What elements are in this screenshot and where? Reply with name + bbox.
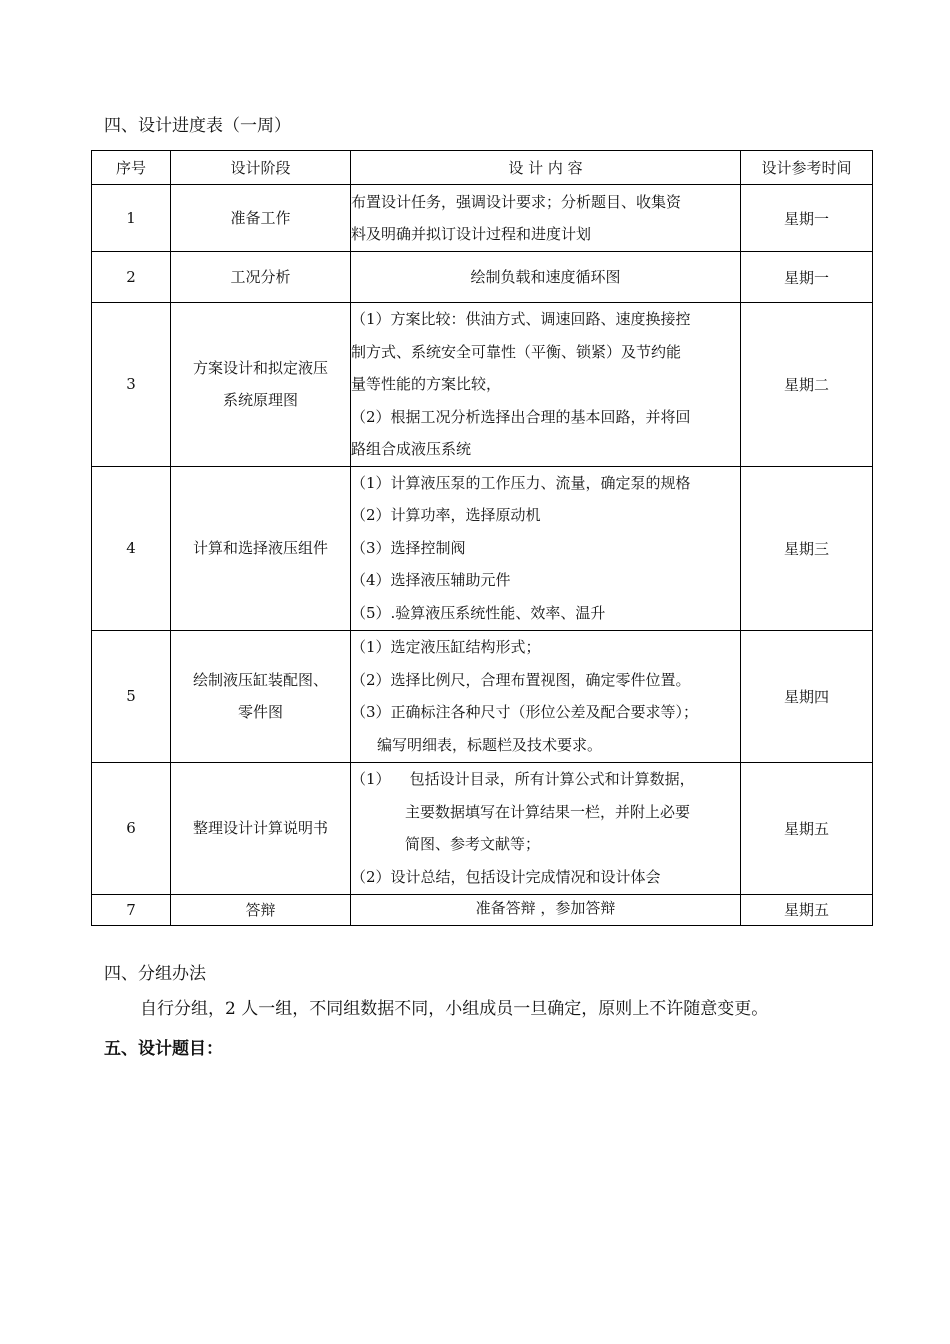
stage-line: 答辩 (245, 901, 276, 919)
row-time: 星期五 (741, 762, 873, 894)
row-stage (171, 466, 351, 630)
header-stage: 设计阶段 (171, 151, 351, 185)
content-line: （2）根据工况分析选择出合理的基本回路，并将回 (351, 407, 691, 426)
row-time: 星期三 (741, 466, 873, 630)
content-line: 主要数据填写在计算结果一栏，并附上必要 (405, 802, 691, 821)
row-num: 3 (92, 303, 171, 467)
header-num: 序号 (92, 151, 171, 185)
content-line: 布置设计任务，强调设计要求；分析题目、收集资 (351, 192, 682, 211)
row-num: 4 (92, 466, 171, 630)
row-num: 6 (92, 762, 171, 894)
content-line: （2）设计总结，包括设计完成情况和设计体会 (351, 867, 661, 886)
table-row (92, 185, 873, 252)
content-line: 路组合成液压系统 (351, 440, 472, 458)
content-line: （3）选择控制阀 (351, 538, 466, 557)
row-time: 星期四 (741, 630, 873, 762)
table-row (92, 630, 873, 762)
stage-line: 整理设计计算说明书 (192, 819, 328, 837)
content-line: （5）.验算液压系统性能、效率、温升 (351, 603, 606, 622)
header-content: 设 计 内 容 (351, 151, 741, 185)
table-header-row (92, 151, 873, 185)
content-line: （1）选定液压缸结构形式； (351, 638, 541, 656)
content-line: 简图、参考文献等； (405, 835, 541, 853)
content-line: （2）选择比例尺，合理布置视图，确定零件位置。 (351, 670, 691, 689)
schedule-section-title: 四、设计进度表（一周） (104, 116, 291, 136)
content-line: 准备答辩 ，参加答辩 (475, 898, 616, 917)
table-row (92, 894, 873, 925)
stage-line: 准备工作 (230, 209, 291, 227)
stage-line: 方案设计和拟定液压 (192, 359, 328, 378)
header-time: 设计参考时间 (741, 151, 873, 185)
table-row (92, 762, 873, 894)
row-stage (171, 252, 351, 303)
row-stage (171, 630, 351, 762)
stage-line: 零件图 (237, 703, 283, 721)
stage-line: 绘制液压缸装配图、 (192, 671, 328, 689)
content-line: 量等性能的方案比较， (351, 375, 502, 393)
schedule-table (91, 150, 873, 926)
stage-line: 系统原理图 (222, 391, 298, 410)
content-line: （2）计算功率，选择原动机 (351, 506, 541, 525)
content-line: （4）选择液压辅助元件 (351, 571, 511, 590)
content-line: （1）方案比较：供油方式、调速回路、速度换接控 (351, 310, 691, 328)
table-row (92, 466, 873, 630)
row-num: 1 (92, 185, 171, 252)
content-line: 料及明确并拟订设计过程和进度计划 (351, 225, 592, 243)
row-content (351, 894, 741, 925)
row-content (351, 630, 741, 762)
row-content (351, 762, 741, 894)
content-line: （3）正确标注各种尺寸（形位公差及配合要求等）； (351, 703, 699, 721)
row-time: 星期一 (741, 185, 873, 252)
row-content (351, 466, 741, 630)
row-num: 7 (92, 894, 171, 925)
table-row (92, 252, 873, 303)
topic-section-title: 五、设计题目： (104, 1039, 223, 1059)
row-time: 星期五 (741, 894, 873, 925)
stage-line: 计算和选择液压组件 (192, 539, 328, 557)
row-stage (171, 762, 351, 894)
row-content (351, 252, 741, 303)
row-stage (171, 185, 351, 252)
row-time: 星期二 (741, 303, 873, 467)
content-line: 编写明细表，标题栏及技术要求。 (377, 735, 603, 754)
row-content (351, 185, 741, 252)
row-time: 星期一 (741, 252, 873, 303)
content-line: （1）计算液压泵的工作压力、流量，确定泵的规格 (351, 473, 691, 492)
row-num: 5 (92, 630, 171, 762)
row-num: 2 (92, 252, 171, 303)
row-content (351, 303, 741, 467)
stage-line: 工况分析 (230, 268, 291, 286)
row-stage (171, 894, 351, 925)
content-line: （1） 包括设计目录，所有计算公式和计算数据， (351, 770, 695, 788)
content-line: 绘制负载和速度循环图 (470, 267, 621, 286)
grouping-text: 自行分组，2 人一组，不同组数据不同，小组成员一旦确定，原则上不许随意变更。 (140, 999, 769, 1019)
grouping-section-title: 四、分组办法 (104, 964, 206, 984)
row-stage (171, 303, 351, 467)
content-line: 制方式、系统安全可靠性（平衡、锁紧）及节约能 (351, 342, 682, 361)
table-row (92, 303, 873, 467)
